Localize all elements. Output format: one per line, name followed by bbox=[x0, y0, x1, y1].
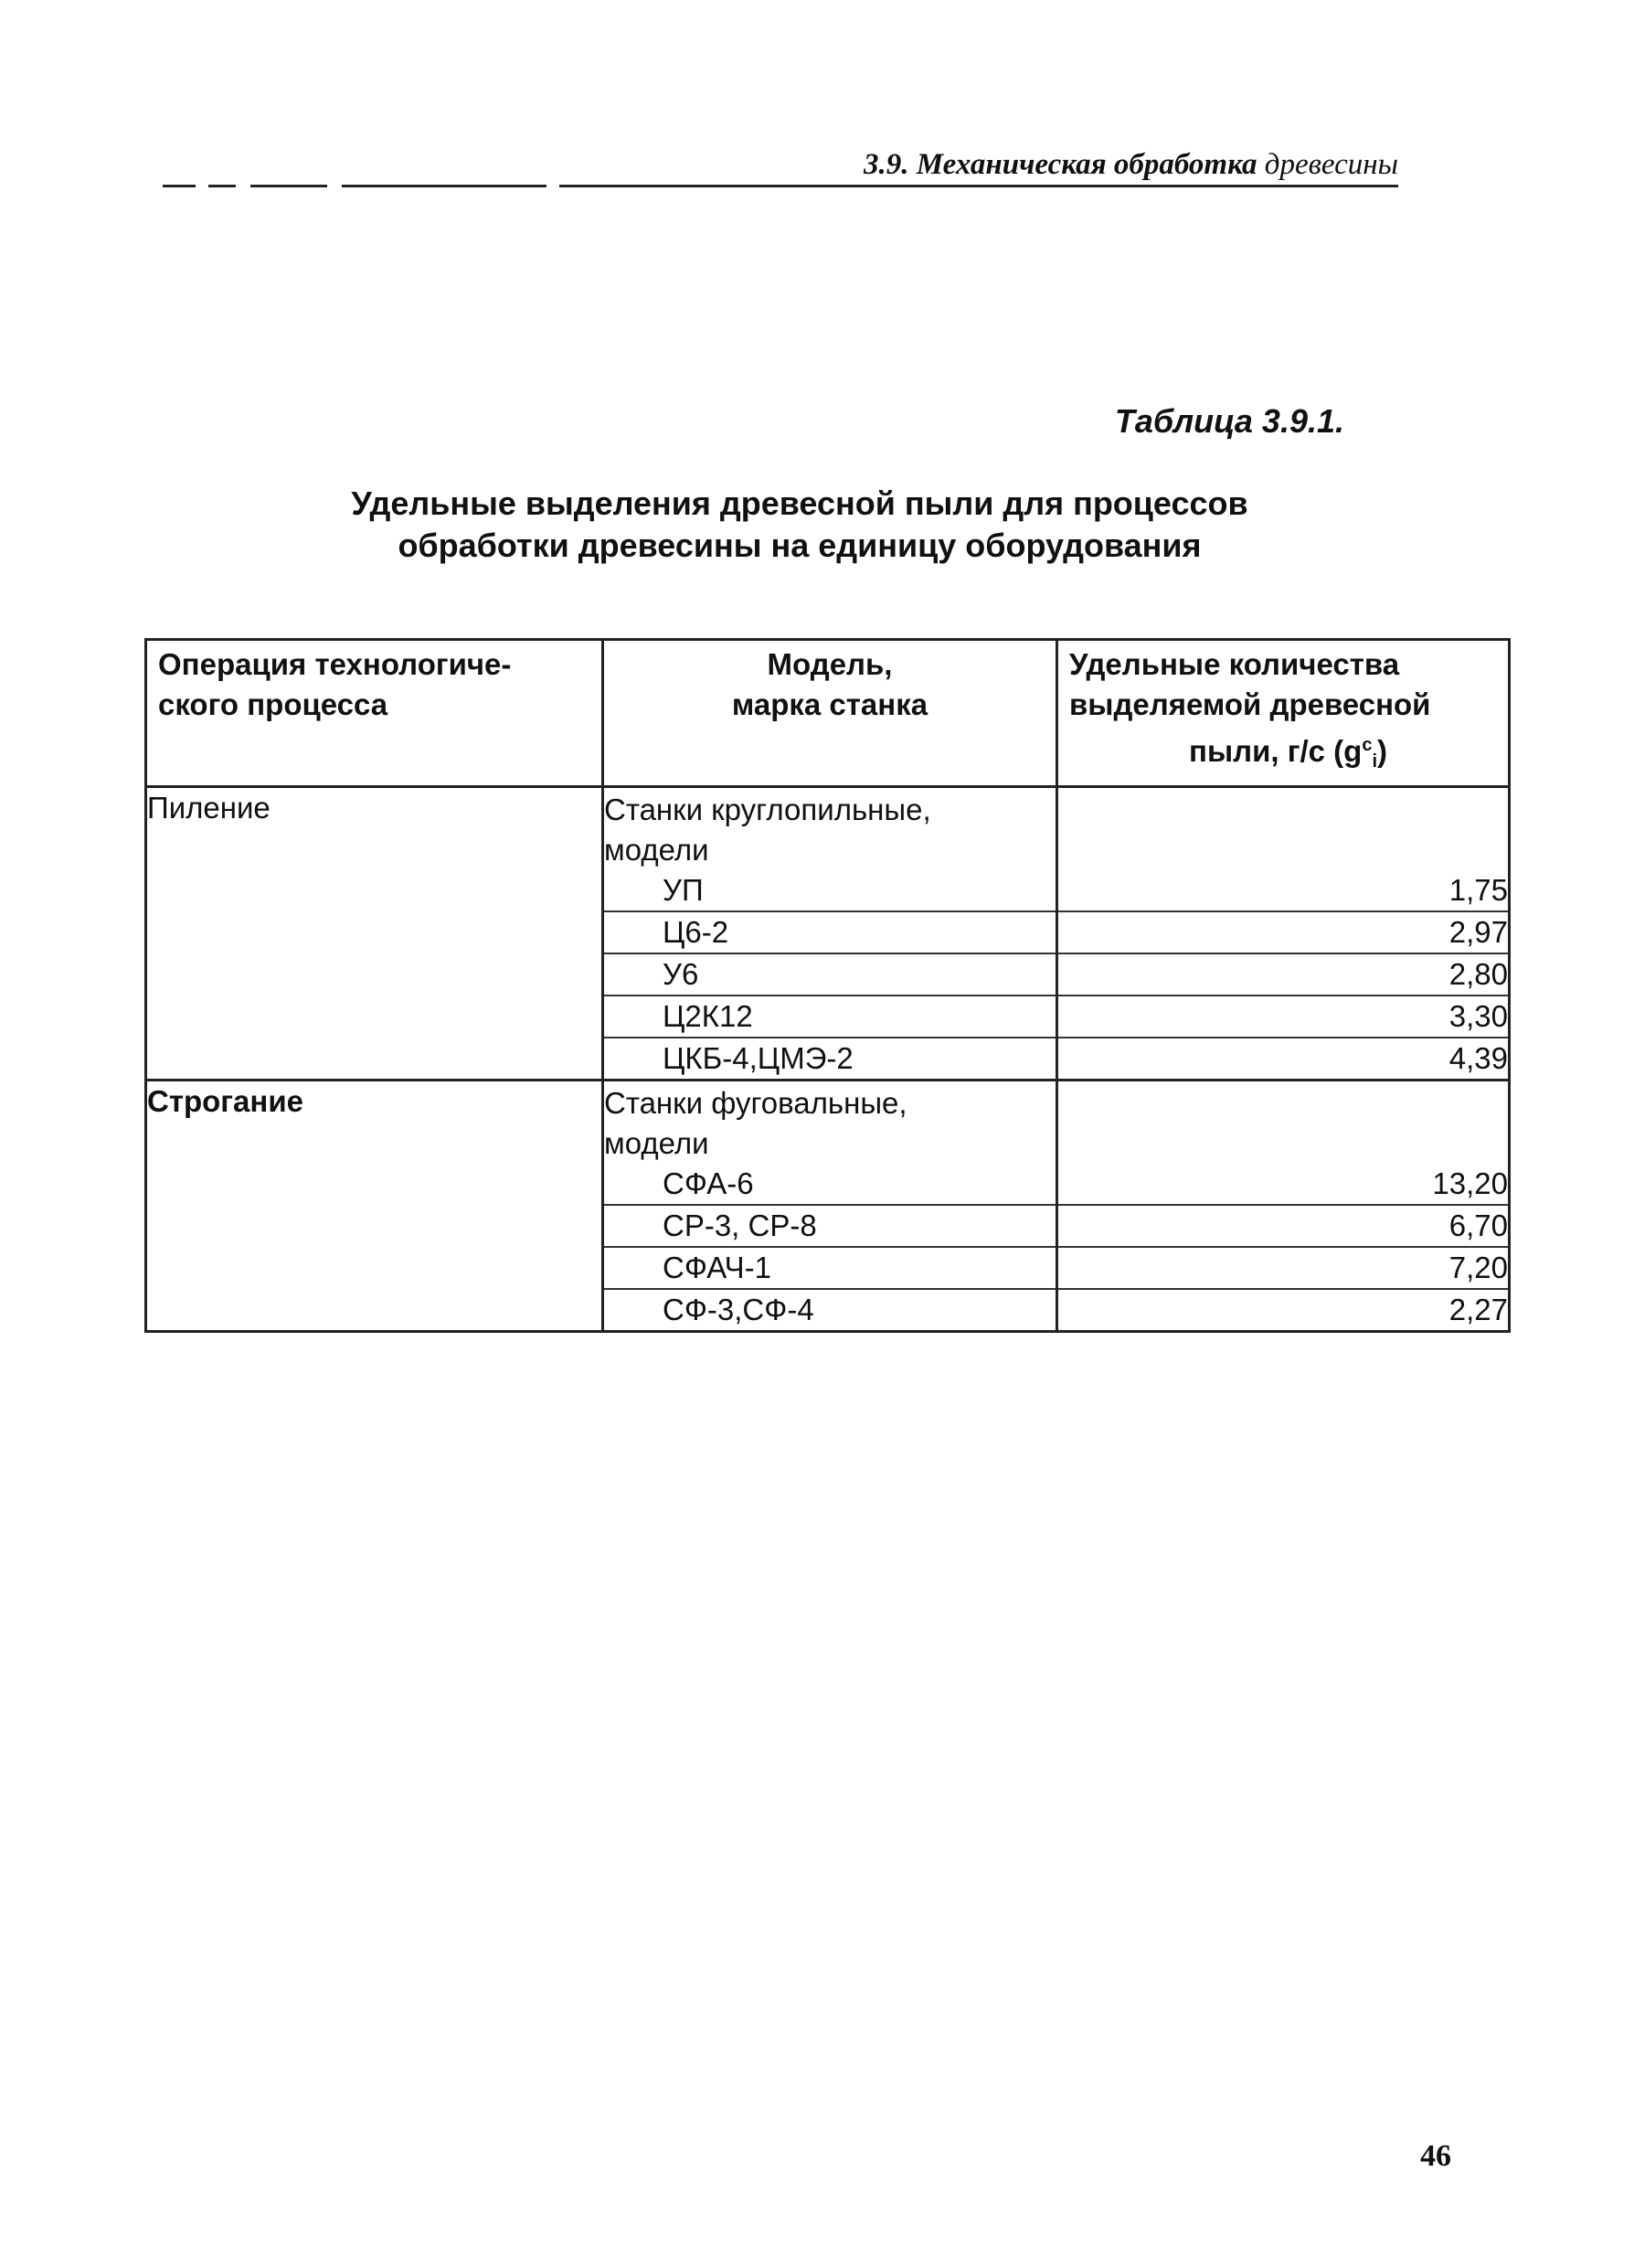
value-cell: 3,30 bbox=[1057, 996, 1510, 1038]
value-cell: 1,75 bbox=[1057, 870, 1510, 911]
model-cell: Ц6-2 bbox=[603, 911, 1057, 953]
dust-emission-table bbox=[144, 638, 1511, 1333]
header-quantity-sup: c bbox=[1362, 735, 1373, 755]
table-title bbox=[274, 483, 1325, 567]
section-title-regular: древесины bbox=[1264, 148, 1398, 181]
header-quantity-unit: пыли, г/с (g bbox=[1189, 734, 1363, 768]
machine-type-cell bbox=[603, 1081, 1057, 1165]
header-model-line-2: марка станка bbox=[731, 687, 928, 721]
quantity-spacer bbox=[1057, 1081, 1510, 1165]
model-cell: У6 bbox=[603, 953, 1057, 996]
model-cell: Ц2К12 bbox=[603, 996, 1057, 1038]
table-title-line-1: Удельные выделения древесной пыли для процессов bbox=[351, 484, 1248, 522]
header-quantity-sub: i bbox=[1372, 751, 1377, 772]
table-row bbox=[146, 787, 1510, 871]
header-quantity-line-3 bbox=[1069, 725, 1497, 782]
model-cell: СФА-6 bbox=[603, 1164, 1057, 1205]
model-cell: УП bbox=[603, 870, 1057, 911]
header-quantity-line-2: выделяемой древесной bbox=[1069, 687, 1431, 721]
machine-type-line-2: модели bbox=[604, 1126, 709, 1160]
running-head bbox=[163, 148, 1398, 187]
section-number: 3.9. bbox=[864, 148, 909, 181]
table-header-row bbox=[146, 640, 1510, 787]
header-quantity-line-1: Удельные количества bbox=[1069, 647, 1400, 681]
header-model bbox=[603, 640, 1057, 787]
page-number: 46 bbox=[1420, 2139, 1451, 2173]
header-quantity-close: ) bbox=[1377, 734, 1387, 768]
header-operation-line-1: Операция технологиче- bbox=[158, 647, 512, 681]
model-cell: СР-3, СР-8 bbox=[603, 1205, 1057, 1247]
model-cell: СФ-3,СФ-4 bbox=[603, 1289, 1057, 1332]
machine-type-cell bbox=[603, 787, 1057, 871]
value-cell: 4,39 bbox=[1057, 1038, 1510, 1081]
header-quantity bbox=[1057, 640, 1510, 787]
table-title-line-2: обработки древесины на единицу оборудования bbox=[398, 527, 1202, 564]
model-cell: ЦКБ-4,ЦМЭ-2 bbox=[603, 1038, 1057, 1081]
header-operation-line-2: ского процесса bbox=[158, 687, 388, 721]
machine-type-line-1: Станки фуговальные, bbox=[604, 1086, 907, 1120]
running-head-text bbox=[864, 148, 1398, 182]
value-cell: 2,27 bbox=[1057, 1289, 1510, 1332]
value-cell: 6,70 bbox=[1057, 1205, 1510, 1247]
value-cell: 2,97 bbox=[1057, 911, 1510, 953]
header-operation bbox=[146, 640, 603, 787]
model-cell: СФАЧ-1 bbox=[603, 1247, 1057, 1289]
table-label: Таблица 3.9.1. bbox=[1114, 402, 1344, 440]
header-model-line-1: Модель, bbox=[767, 647, 893, 681]
table-row bbox=[146, 1081, 1510, 1165]
operation-cell: Строгание bbox=[146, 1081, 603, 1332]
value-cell: 13,20 bbox=[1057, 1164, 1510, 1205]
value-cell: 2,80 bbox=[1057, 953, 1510, 996]
operation-cell: Пиление bbox=[146, 787, 603, 1081]
value-cell: 7,20 bbox=[1057, 1247, 1510, 1289]
quantity-spacer bbox=[1057, 787, 1510, 871]
machine-type-line-2: модели bbox=[604, 833, 709, 867]
section-title-bold: Механическая обработка bbox=[916, 148, 1257, 181]
machine-type-line-1: Станки круглопильные, bbox=[604, 793, 931, 826]
